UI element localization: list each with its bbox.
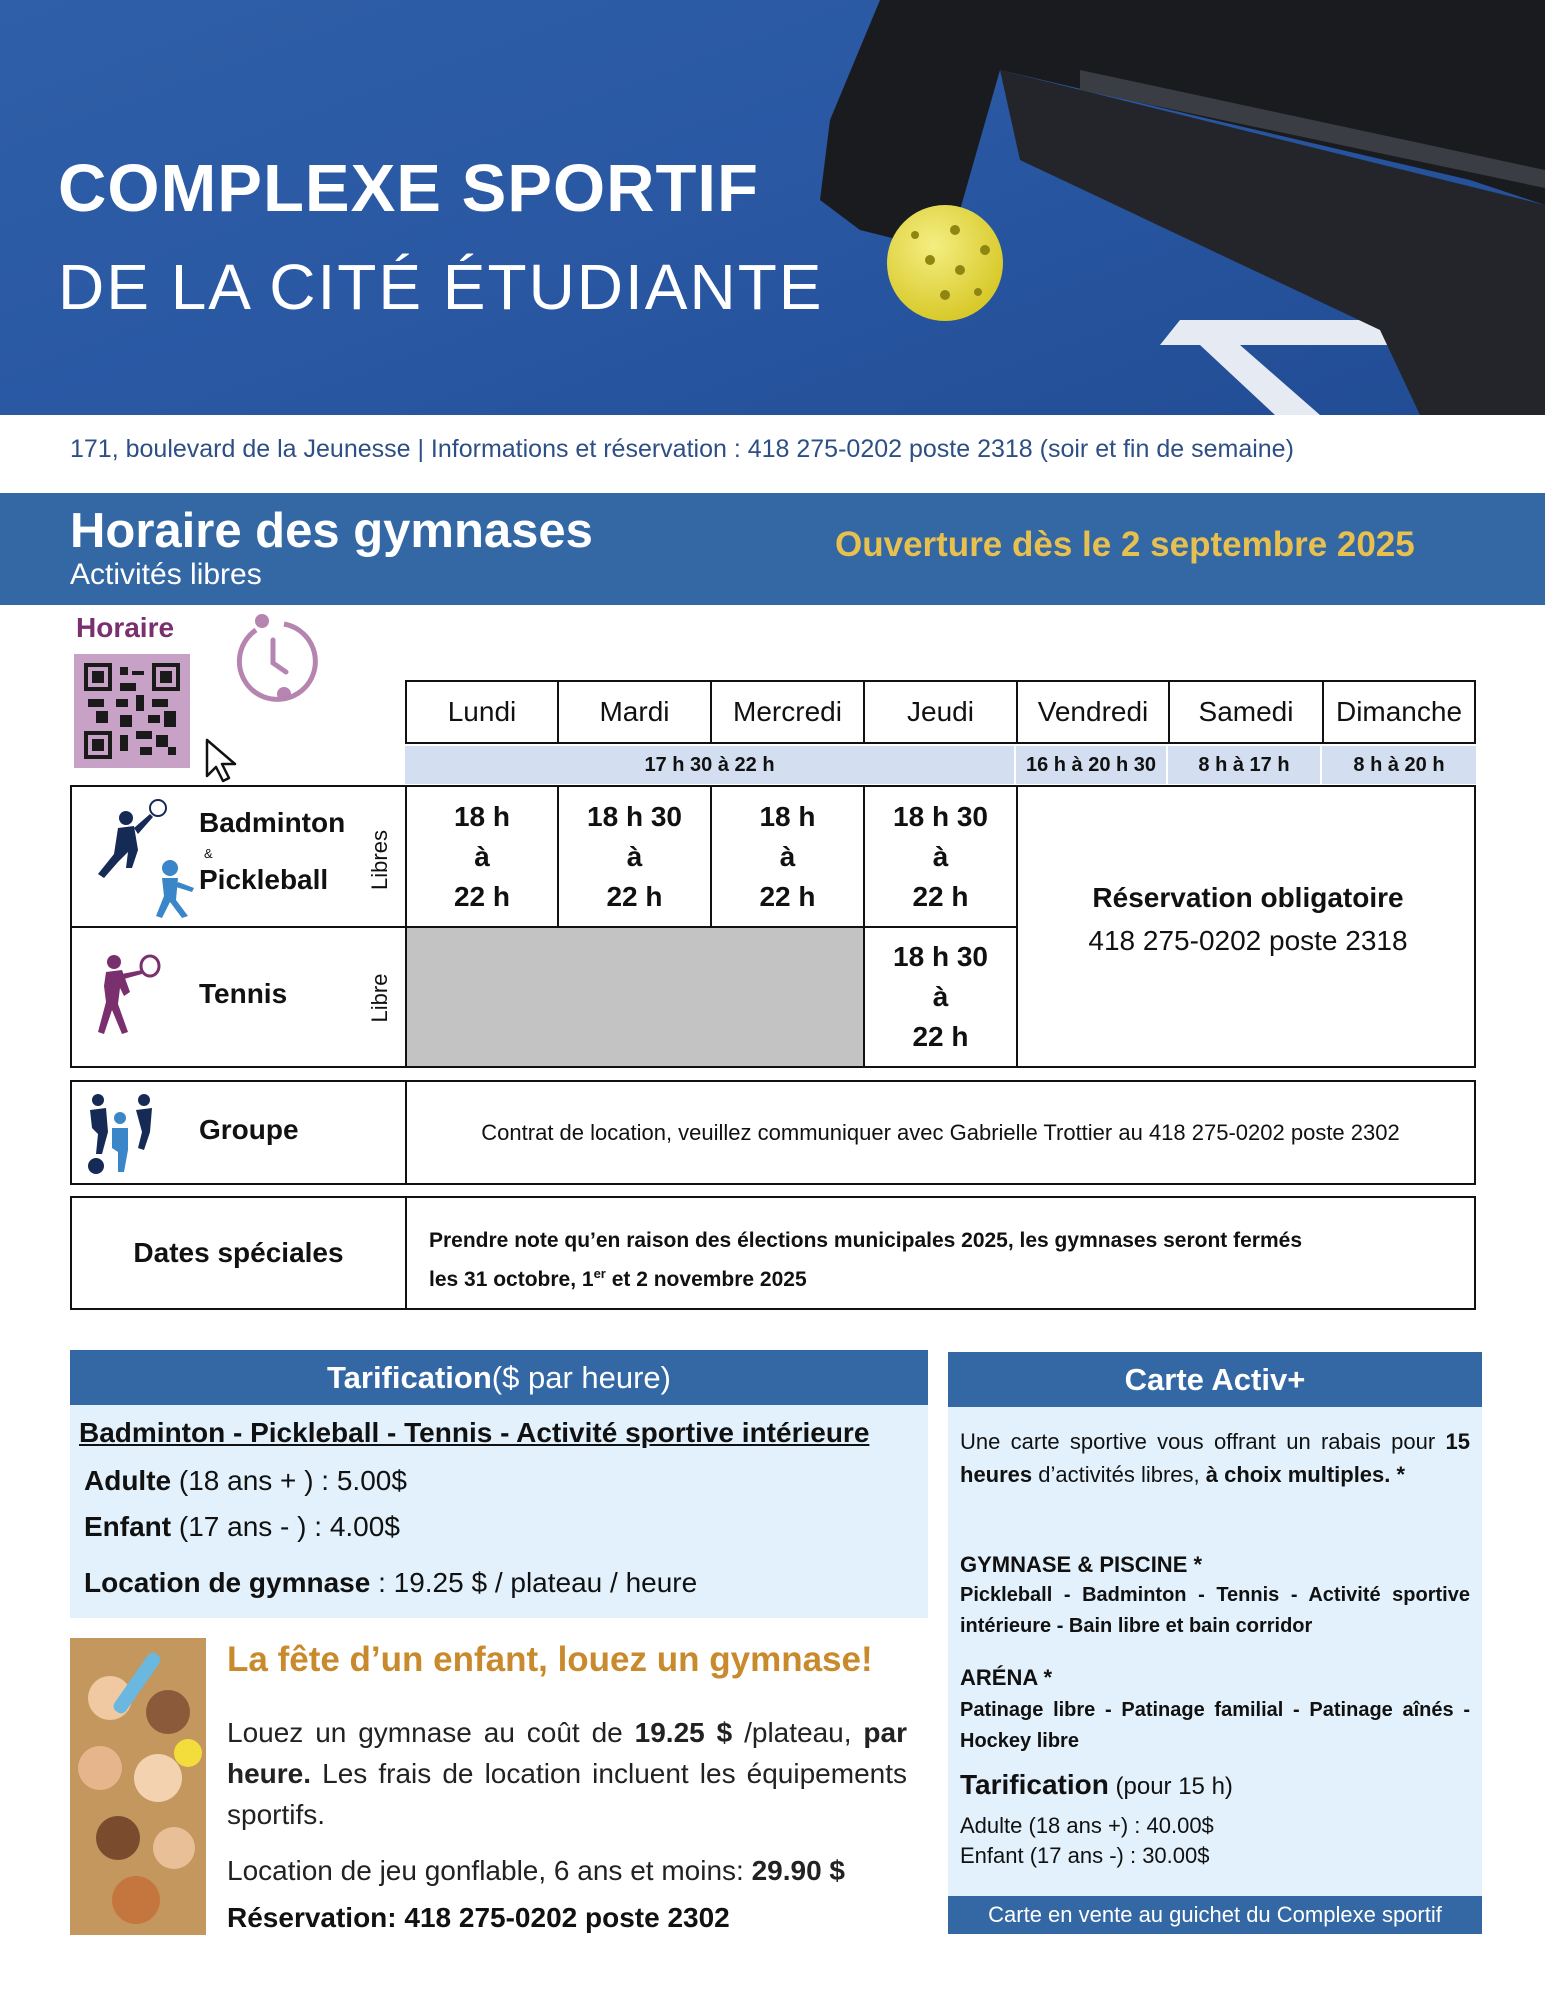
fete-paragraph-1 — [227, 1712, 907, 1835]
carte-intro — [960, 1425, 1470, 1491]
fete-p1-c: /plateau, — [732, 1717, 864, 1748]
badminton-tag: Libres — [367, 830, 392, 890]
carte-arena-title: ARÉNA * — [960, 1665, 1053, 1690]
badminton-label-cell — [70, 785, 407, 928]
speciales-text — [429, 1224, 1302, 1296]
horaire-label: Horaire — [76, 612, 175, 643]
tennis-name: Tennis — [199, 978, 288, 1009]
time-end: 22 h — [759, 880, 816, 912]
reservation-phone: 418 275-0202 poste 2318 — [1088, 925, 1408, 956]
tennis-tag: Libre — [367, 973, 392, 1023]
day-jeudi: Jeudi — [863, 680, 1018, 744]
badminton-lundi — [405, 785, 559, 928]
tarif-child — [84, 1511, 400, 1543]
groupe-name: Groupe — [199, 1114, 299, 1145]
hours-weekday: 17 h 30 à 22 h — [405, 746, 1014, 784]
tarif-child-rest: (17 ans - ) : 4.00$ — [171, 1511, 400, 1542]
badminton-jeudi — [863, 785, 1018, 928]
carte-gym-list: Pickleball - Badminton - Tennis - Activité sportive intérieure - Bain libre et bain corridor — [960, 1584, 1470, 1637]
time-start: 18 h 30 — [587, 800, 682, 832]
contact-info-line: 171, boulevard de la Jeunesse | Informations et réservation : 418 275-0202 poste 2318 (soir et fin de semaine) — [70, 435, 1294, 463]
qr-code-icon — [84, 663, 180, 759]
time-end: 22 h — [912, 880, 969, 912]
time-sep: à — [932, 840, 949, 872]
badminton-icon — [78, 792, 198, 922]
fete-p1-a: Louez un gymnase au coût de — [227, 1717, 635, 1748]
time-start: 18 h — [759, 800, 816, 832]
carte-intro-c: d’activités libres, — [1032, 1462, 1206, 1487]
time-sep: à — [474, 840, 490, 872]
fete-title: La fête d’un enfant, louez un gymnase! — [227, 1640, 873, 1679]
tarif-adult — [84, 1465, 407, 1497]
tarif-adult-label: Adulte — [84, 1465, 172, 1496]
cursor-icon — [205, 738, 239, 784]
kids-photo — [70, 1638, 206, 1935]
fete-p1-d: par heure. — [227, 1717, 907, 1789]
carte-header: Carte Activ+ — [948, 1352, 1482, 1407]
speciales-text-a: Prendre note qu’en raison des élections municipales 2025, les gymnases seront fermés — [429, 1229, 1303, 1252]
hero-banner — [0, 0, 1545, 415]
speciales-sup: er — [593, 1266, 606, 1281]
carte-footer: Carte en vente au guichet du Complexe sportif — [948, 1896, 1482, 1934]
groupe-text: Contrat de location, veuillez communiquer avec Gabrielle Trottier au 418 275-0202 poste 2302 — [405, 1080, 1476, 1185]
hero-title-line1: COMPLEXE SPORTIF — [58, 151, 759, 226]
groupe-label-cell — [70, 1080, 407, 1185]
tarif-adult-rest: (18 ans + ) : 5.00$ — [171, 1465, 407, 1496]
tennis-icon — [84, 952, 164, 1042]
qr-code[interactable] — [74, 654, 190, 768]
section-title: Horaire des gymnases — [70, 504, 593, 558]
time-start: 18 h — [453, 800, 511, 832]
fete-p2-b: 29.90 $ — [751, 1855, 845, 1886]
hours-saturday: 8 h à 17 h — [1168, 746, 1320, 784]
speciales-text-b: les 31 octobre, 1 — [429, 1268, 594, 1291]
section-subtitle: Activités libres — [70, 558, 262, 591]
day-vendredi: Vendredi — [1016, 680, 1170, 744]
badminton-mardi — [557, 785, 712, 928]
carte-tarif-note: (pour 15 h) — [1108, 1773, 1233, 1800]
time-end: 22 h — [606, 880, 663, 912]
day-dimanche: Dimanche — [1322, 680, 1476, 744]
time-end: 22 h — [912, 1021, 969, 1052]
carte-tarif-bold: Tarification — [960, 1769, 1109, 1800]
day-lundi: Lundi — [405, 680, 559, 744]
tennis-label-cell — [70, 926, 407, 1068]
time-start: 18 h 30 — [893, 941, 988, 972]
speciales-text-c: et 2 novembre 2025 — [605, 1268, 807, 1291]
time-sep: à — [779, 840, 796, 872]
carte-child: Enfant (17 ans -) : 30.00$ — [960, 1843, 1210, 1868]
carte-adult: Adulte (18 ans +) : 40.00$ — [960, 1813, 1214, 1838]
reservation-title: Réservation obligatoire — [1092, 882, 1404, 913]
hero-title-line2: DE LA CITÉ ÉTUDIANTE — [58, 251, 824, 323]
group-sports-icon — [84, 1088, 164, 1178]
opening-date: Ouverture dès le 2 septembre 2025 — [835, 525, 1415, 564]
tarif-header-bold: Tarification — [327, 1359, 492, 1395]
tarif-rental-label: Location de gymnase — [84, 1567, 371, 1598]
fete-p1-b: 19.25 $ — [634, 1717, 733, 1748]
reservation-cell — [1016, 785, 1476, 1068]
badminton-mercredi — [710, 785, 865, 928]
badminton-name: Badminton — [199, 807, 346, 838]
tarif-activities: Badminton - Pickleball - Tennis - Activité sportive intérieure — [79, 1417, 870, 1448]
carte-gym-title: GYMNASE & PISCINE * — [960, 1552, 1203, 1577]
tennis-jeudi — [863, 926, 1018, 1068]
day-mercredi: Mercredi — [710, 680, 865, 744]
tarif-rental-rest: : 19.25 $ / plateau / heure — [370, 1567, 698, 1598]
speciales-name: Dates spéciales — [70, 1196, 407, 1310]
pickleball-name: Pickleball — [199, 864, 329, 895]
carte-arena-list: Patinage libre - Patinage familial - Patinage aînés - Hockey libre — [960, 1699, 1470, 1752]
fete-p2-a: Location de jeu gonflable, 6 ans et moins: — [227, 1855, 752, 1886]
fete-paragraph-2 — [227, 1850, 907, 1891]
fete-reservation: Réservation: 418 275-0202 poste 2302 — [227, 1902, 730, 1933]
carte-tarif-title — [960, 1768, 1470, 1803]
tarif-rental — [84, 1567, 697, 1599]
day-mardi: Mardi — [557, 680, 712, 744]
tennis-closed-cell — [405, 926, 865, 1068]
tarif-child-label: Enfant — [84, 1511, 172, 1542]
tarif-header — [70, 1350, 928, 1405]
speciales-cell — [405, 1196, 1476, 1310]
tarif-header-rest: ($ par heure) — [491, 1359, 671, 1395]
fete-p1-e: Les frais de location incluent les équipements sportifs. — [227, 1758, 907, 1830]
hours-sunday: 8 h à 20 h — [1322, 746, 1476, 784]
carte-intro-b: 15 heures — [960, 1429, 1470, 1487]
day-samedi: Samedi — [1168, 680, 1324, 744]
ampersand: & — [204, 846, 213, 861]
hours-friday: 16 h à 20 h 30 — [1016, 746, 1166, 784]
carte-intro-d: à choix multiples. * — [1205, 1462, 1406, 1487]
clock-icon — [228, 610, 318, 706]
carte-intro-a: Une carte sportive vous offrant un rabais pour — [960, 1429, 1446, 1454]
time-sep: à — [626, 840, 643, 872]
time-end: 22 h — [453, 880, 511, 912]
time-sep: à — [932, 981, 949, 1012]
time-start: 18 h 30 — [893, 800, 988, 832]
